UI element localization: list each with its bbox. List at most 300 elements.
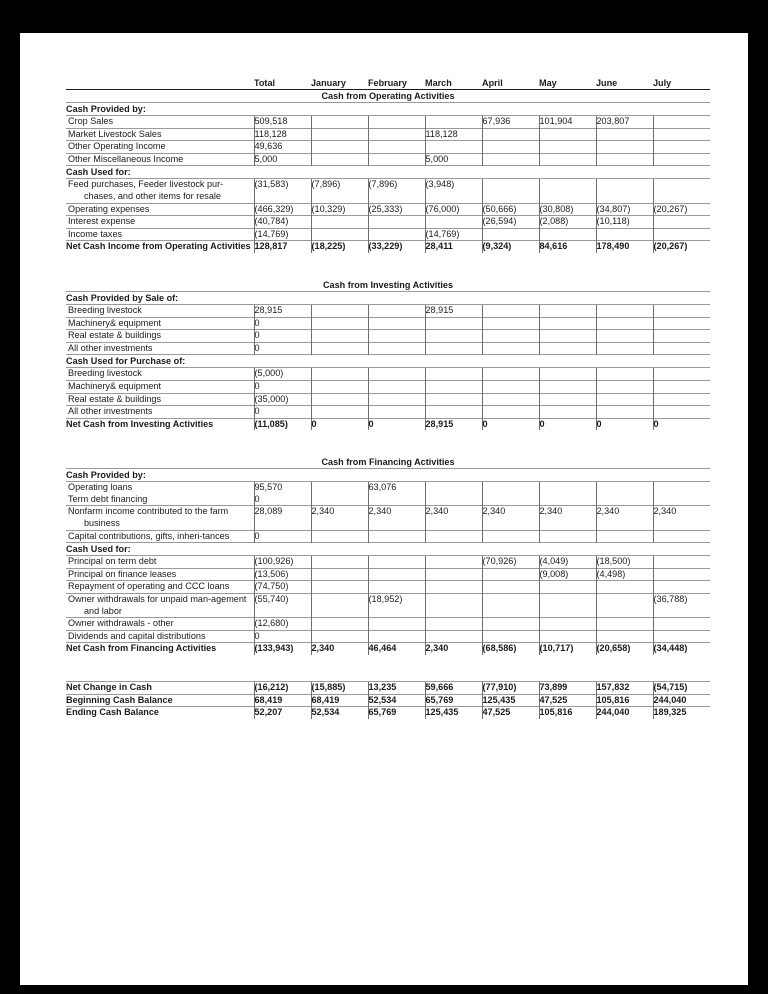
cell-value: 67,936 bbox=[482, 116, 539, 129]
cell-value bbox=[596, 406, 653, 419]
cell-value: (15,885) bbox=[311, 682, 368, 695]
cell-value: 244,040 bbox=[653, 694, 710, 707]
cell-value: (76,000) bbox=[425, 203, 482, 216]
spacer bbox=[66, 430, 710, 456]
cell-value bbox=[596, 530, 653, 543]
cell-value bbox=[596, 153, 653, 166]
cell-value bbox=[311, 494, 368, 506]
table-row bbox=[66, 179, 710, 203]
cell-value bbox=[653, 342, 710, 355]
cell-value bbox=[539, 494, 596, 506]
row-label: Real estate & buildings bbox=[66, 393, 254, 406]
table-row bbox=[66, 530, 710, 543]
cell-value bbox=[596, 581, 653, 594]
cell-value bbox=[311, 568, 368, 581]
cell-value: 0 bbox=[254, 380, 311, 393]
cell-value bbox=[653, 618, 710, 631]
cell-value bbox=[482, 368, 539, 381]
cell-value bbox=[596, 228, 653, 241]
cell-value: 2,340 bbox=[539, 506, 596, 530]
cell-value bbox=[425, 342, 482, 355]
cell-value bbox=[311, 330, 368, 343]
cell-value bbox=[482, 406, 539, 419]
cell-value: 65,769 bbox=[368, 707, 425, 719]
cell-value bbox=[368, 380, 425, 393]
cell-value bbox=[539, 342, 596, 355]
column-header: Total bbox=[254, 78, 276, 88]
cell-value bbox=[596, 304, 653, 317]
cell-value bbox=[482, 141, 539, 154]
row-label: Dividends and capital distributions bbox=[66, 630, 254, 643]
cell-value bbox=[653, 116, 710, 129]
cell-value bbox=[653, 128, 710, 141]
column-header: May bbox=[539, 78, 557, 88]
table-row bbox=[66, 682, 710, 695]
table-row bbox=[66, 494, 710, 506]
cell-value bbox=[482, 494, 539, 506]
cell-value: 2,340 bbox=[425, 506, 482, 530]
cell-value: 0 bbox=[596, 418, 653, 430]
cell-value: 49,636 bbox=[254, 141, 311, 154]
cell-value: 0 bbox=[653, 418, 710, 430]
cell-value bbox=[539, 393, 596, 406]
cell-value: (30,808) bbox=[539, 203, 596, 216]
cell-value bbox=[311, 581, 368, 594]
cell-value: (18,225) bbox=[311, 241, 368, 253]
cell-value bbox=[539, 406, 596, 419]
group-heading: Cash Used for Purchase of: bbox=[66, 355, 710, 368]
column-header: March bbox=[425, 78, 452, 88]
cell-value bbox=[539, 153, 596, 166]
row-label: Principal on finance leases bbox=[66, 568, 254, 581]
table-row bbox=[66, 216, 710, 229]
table-row bbox=[66, 406, 710, 419]
cell-value: 0 bbox=[254, 317, 311, 330]
cell-value bbox=[368, 393, 425, 406]
cell-value: (34,807) bbox=[596, 203, 653, 216]
cell-value bbox=[539, 228, 596, 241]
cell-value bbox=[653, 581, 710, 594]
row-label: Market Livestock Sales bbox=[66, 128, 254, 141]
cell-value bbox=[311, 228, 368, 241]
table-row bbox=[66, 141, 710, 154]
cell-value bbox=[596, 342, 653, 355]
cell-value: 28,411 bbox=[425, 241, 482, 253]
group-heading: Cash Provided by: bbox=[66, 103, 710, 116]
cell-value bbox=[425, 556, 482, 569]
table-row bbox=[66, 581, 710, 594]
cell-value bbox=[368, 581, 425, 594]
cell-value: (70,926) bbox=[482, 556, 539, 569]
cell-value: 125,435 bbox=[425, 707, 482, 719]
cell-value bbox=[539, 141, 596, 154]
cell-value bbox=[596, 141, 653, 154]
cell-value bbox=[425, 581, 482, 594]
cell-value bbox=[482, 153, 539, 166]
cell-value: 0 bbox=[254, 406, 311, 419]
cell-value bbox=[311, 317, 368, 330]
cell-value: 65,769 bbox=[425, 694, 482, 707]
cell-value bbox=[482, 228, 539, 241]
table-row bbox=[66, 153, 710, 166]
row-label: Breeding livestock bbox=[66, 304, 254, 317]
cell-value: (18,952) bbox=[368, 594, 425, 618]
cell-value bbox=[596, 594, 653, 618]
cell-value bbox=[311, 594, 368, 618]
column-header: June bbox=[596, 78, 618, 88]
cell-value: 189,325 bbox=[653, 707, 710, 719]
section-title: Cash from Operating Activities bbox=[66, 90, 710, 103]
cell-value: 105,816 bbox=[539, 707, 596, 719]
cell-value: (77,910) bbox=[482, 682, 539, 695]
cell-value: 28,915 bbox=[425, 418, 482, 430]
cell-value: 95,570 bbox=[254, 482, 311, 494]
column-header-row bbox=[66, 77, 710, 90]
table-row bbox=[66, 482, 710, 494]
cell-value: 0 bbox=[254, 630, 311, 643]
cell-value bbox=[596, 393, 653, 406]
cell-value bbox=[425, 568, 482, 581]
column-header: July bbox=[653, 78, 672, 88]
cell-value bbox=[425, 330, 482, 343]
cell-value bbox=[425, 116, 482, 129]
cell-value bbox=[368, 494, 425, 506]
cell-value bbox=[653, 228, 710, 241]
cell-value: 47,525 bbox=[539, 694, 596, 707]
cell-value: (100,926) bbox=[254, 556, 311, 569]
table-row bbox=[66, 694, 710, 707]
table-row bbox=[66, 568, 710, 581]
cell-value bbox=[368, 141, 425, 154]
row-label: Operating expenses bbox=[66, 203, 254, 216]
cell-value bbox=[425, 494, 482, 506]
cell-value: 2,340 bbox=[368, 506, 425, 530]
cell-value bbox=[482, 581, 539, 594]
table-row bbox=[66, 116, 710, 129]
table-row bbox=[66, 618, 710, 631]
cell-value bbox=[539, 581, 596, 594]
cell-value: 101,904 bbox=[539, 116, 596, 129]
cell-value bbox=[368, 128, 425, 141]
cell-value: (50,666) bbox=[482, 203, 539, 216]
row-label: Crop Sales bbox=[66, 116, 254, 129]
group-heading-row bbox=[66, 469, 710, 482]
row-label: Net Cash from Financing Activities bbox=[66, 643, 254, 655]
cell-value bbox=[482, 530, 539, 543]
cell-value bbox=[482, 380, 539, 393]
cell-value bbox=[368, 342, 425, 355]
cell-value bbox=[596, 482, 653, 494]
cell-value: (10,717) bbox=[539, 643, 596, 655]
cell-value bbox=[368, 116, 425, 129]
cell-value: (3,948) bbox=[425, 179, 482, 203]
cell-value: 2,340 bbox=[311, 643, 368, 655]
row-label: Beginning Cash Balance bbox=[66, 694, 254, 707]
cell-value: 203,807 bbox=[596, 116, 653, 129]
cell-value: (13,506) bbox=[254, 568, 311, 581]
cell-value bbox=[596, 179, 653, 203]
cell-value bbox=[311, 216, 368, 229]
cell-value: (20,267) bbox=[653, 203, 710, 216]
cell-value bbox=[653, 406, 710, 419]
row-label: Term debt financing bbox=[68, 493, 148, 504]
cell-value: 84,616 bbox=[539, 241, 596, 253]
cell-value: 73,899 bbox=[539, 682, 596, 695]
table-row bbox=[66, 228, 710, 241]
cell-value: 68,419 bbox=[254, 694, 311, 707]
cell-value: (10,118) bbox=[596, 216, 653, 229]
section-title-row bbox=[66, 456, 710, 469]
cell-value: 52,207 bbox=[254, 707, 311, 719]
table-body bbox=[66, 77, 710, 719]
cell-value bbox=[482, 128, 539, 141]
row-label: Capital contributions, gifts, inheri-tances bbox=[66, 530, 254, 543]
cell-value: 2,340 bbox=[596, 506, 653, 530]
cell-value bbox=[425, 406, 482, 419]
cell-value bbox=[425, 393, 482, 406]
cell-value: (26,594) bbox=[482, 216, 539, 229]
row-label: Feed purchases, Feeder livestock pur-chases, and other items for resale bbox=[66, 179, 254, 203]
table-row bbox=[66, 418, 710, 430]
cell-value bbox=[482, 594, 539, 618]
cell-value bbox=[368, 330, 425, 343]
group-heading-row bbox=[66, 103, 710, 116]
cell-value bbox=[311, 116, 368, 129]
cell-value bbox=[311, 630, 368, 643]
cell-value bbox=[368, 228, 425, 241]
row-label: Machinery& equipment bbox=[66, 317, 254, 330]
table-row bbox=[66, 368, 710, 381]
cell-value bbox=[539, 630, 596, 643]
cell-value: 47,525 bbox=[482, 707, 539, 719]
cell-value bbox=[311, 128, 368, 141]
spacer bbox=[66, 655, 710, 682]
cell-value bbox=[425, 141, 482, 154]
cell-value bbox=[596, 380, 653, 393]
section-title-row bbox=[66, 279, 710, 292]
cell-value bbox=[368, 618, 425, 631]
cell-value bbox=[368, 556, 425, 569]
row-label: Repayment of operating and CCC loans bbox=[66, 581, 254, 594]
table-row bbox=[66, 630, 710, 643]
cell-value: (4,049) bbox=[539, 556, 596, 569]
row-label: Real estate & buildings bbox=[66, 330, 254, 343]
cell-value: (55,740) bbox=[254, 594, 311, 618]
cell-value bbox=[653, 368, 710, 381]
cell-value bbox=[539, 128, 596, 141]
cell-value bbox=[653, 393, 710, 406]
cell-value bbox=[368, 153, 425, 166]
cell-value: 5,000 bbox=[425, 153, 482, 166]
cell-value bbox=[482, 342, 539, 355]
cell-value bbox=[539, 317, 596, 330]
cell-value bbox=[311, 342, 368, 355]
group-heading: Cash Provided by Sale of: bbox=[66, 291, 710, 304]
row-label: All other investments bbox=[66, 342, 254, 355]
cell-value bbox=[425, 630, 482, 643]
cell-value: (133,943) bbox=[254, 643, 311, 655]
row-label: Other Operating Income bbox=[66, 141, 254, 154]
cell-value: (14,769) bbox=[254, 228, 311, 241]
cell-value bbox=[539, 304, 596, 317]
cell-value bbox=[311, 618, 368, 631]
table-row bbox=[66, 330, 710, 343]
table-row bbox=[66, 707, 710, 719]
cell-value: (35,000) bbox=[254, 393, 311, 406]
cell-value bbox=[482, 393, 539, 406]
column-header: February bbox=[368, 78, 407, 88]
cell-value bbox=[368, 317, 425, 330]
table-row bbox=[66, 594, 710, 618]
cell-value bbox=[482, 330, 539, 343]
spacer bbox=[66, 253, 710, 279]
cell-value: 63,076 bbox=[368, 482, 425, 494]
cell-value: (9,008) bbox=[539, 568, 596, 581]
table-row bbox=[66, 393, 710, 406]
cell-value bbox=[425, 482, 482, 494]
section-title: Cash from Investing Activities bbox=[322, 279, 454, 290]
cell-value bbox=[425, 317, 482, 330]
row-label: Owner withdrawals - other bbox=[66, 618, 254, 631]
cell-value: (14,769) bbox=[425, 228, 482, 241]
cell-value: 52,534 bbox=[368, 694, 425, 707]
row-label: Other Miscellaneous Income bbox=[66, 153, 254, 166]
cell-value bbox=[311, 380, 368, 393]
cell-value: (466,329) bbox=[254, 203, 311, 216]
group-heading-row bbox=[66, 291, 710, 304]
cell-value bbox=[425, 594, 482, 618]
group-heading: Cash Used for: bbox=[66, 543, 710, 556]
cell-value: 28,089 bbox=[254, 506, 311, 530]
row-label: All other investments bbox=[66, 406, 254, 419]
group-heading-row bbox=[66, 543, 710, 556]
cell-value bbox=[539, 179, 596, 203]
cell-value: (40,784) bbox=[254, 216, 311, 229]
cell-value bbox=[368, 568, 425, 581]
cell-value: 509,518 bbox=[254, 116, 311, 129]
table-row bbox=[66, 643, 710, 655]
cell-value bbox=[482, 618, 539, 631]
cash-flow-statement bbox=[66, 77, 710, 719]
spacer-row bbox=[66, 430, 710, 456]
cell-value bbox=[482, 630, 539, 643]
cell-value bbox=[653, 556, 710, 569]
cell-value: (4,498) bbox=[596, 568, 653, 581]
row-label: Machinery& equipment bbox=[66, 380, 254, 393]
cell-value: (5,000) bbox=[254, 368, 311, 381]
column-header: January bbox=[311, 78, 346, 88]
cell-value bbox=[368, 368, 425, 381]
cell-value bbox=[425, 530, 482, 543]
cell-value bbox=[539, 530, 596, 543]
row-label: Interest expense bbox=[66, 216, 254, 229]
row-label: Owner withdrawals for unpaid man-agement and labor bbox=[66, 594, 254, 618]
cell-value: 0 bbox=[311, 418, 368, 430]
cell-value bbox=[596, 494, 653, 506]
cell-value bbox=[596, 330, 653, 343]
cell-value bbox=[482, 179, 539, 203]
cell-value bbox=[425, 380, 482, 393]
group-heading: Cash Used for: bbox=[66, 166, 710, 179]
cell-value: 28,915 bbox=[254, 304, 311, 317]
cell-value bbox=[653, 216, 710, 229]
cell-value bbox=[653, 530, 710, 543]
table-row bbox=[66, 241, 710, 253]
cell-value: 2,340 bbox=[311, 506, 368, 530]
cell-value: 118,128 bbox=[254, 128, 311, 141]
cell-value bbox=[425, 216, 482, 229]
column-header: April bbox=[482, 78, 503, 88]
cell-value bbox=[368, 630, 425, 643]
group-heading-row bbox=[66, 355, 710, 368]
cell-value bbox=[311, 368, 368, 381]
cell-value: 68,419 bbox=[311, 694, 368, 707]
cell-value: (25,333) bbox=[368, 203, 425, 216]
cell-value bbox=[653, 179, 710, 203]
cell-value: 0 bbox=[254, 330, 311, 343]
document-page bbox=[20, 33, 748, 985]
table-row bbox=[66, 342, 710, 355]
cell-value: 125,435 bbox=[482, 694, 539, 707]
cell-value: 118,128 bbox=[425, 128, 482, 141]
cell-value bbox=[539, 368, 596, 381]
cell-value bbox=[311, 482, 368, 494]
cell-value bbox=[311, 530, 368, 543]
group-heading-row bbox=[66, 166, 710, 179]
table-row bbox=[66, 317, 710, 330]
cell-value bbox=[653, 568, 710, 581]
column-header bbox=[66, 77, 254, 90]
cell-value: 46,464 bbox=[368, 643, 425, 655]
cell-value: (9,324) bbox=[482, 241, 539, 253]
table-row bbox=[66, 380, 710, 393]
cell-value bbox=[368, 304, 425, 317]
cell-value: 28,915 bbox=[425, 304, 482, 317]
cell-value bbox=[539, 380, 596, 393]
cell-value: 105,816 bbox=[596, 694, 653, 707]
cell-value bbox=[311, 406, 368, 419]
cell-value: (11,085) bbox=[254, 418, 311, 430]
row-label: Net Change in Cash bbox=[66, 682, 254, 695]
cell-value bbox=[539, 482, 596, 494]
table-row bbox=[66, 203, 710, 216]
group-heading: Cash Provided by: bbox=[66, 469, 710, 482]
cell-value: (12,680) bbox=[254, 618, 311, 631]
cell-value bbox=[368, 406, 425, 419]
cell-value bbox=[653, 141, 710, 154]
cell-value bbox=[653, 482, 710, 494]
cell-value bbox=[311, 304, 368, 317]
cell-value bbox=[368, 530, 425, 543]
cell-value: 2,340 bbox=[653, 506, 710, 530]
cell-value bbox=[425, 368, 482, 381]
cell-value: (7,896) bbox=[311, 179, 368, 203]
cash-flow-table bbox=[66, 77, 710, 719]
cell-value bbox=[539, 594, 596, 618]
row-label: Breeding livestock bbox=[66, 368, 254, 381]
row-label: Operating loans bbox=[66, 482, 254, 494]
cell-value bbox=[368, 216, 425, 229]
cell-value: 128,817 bbox=[254, 241, 311, 253]
row-label: Net Cash Income from Operating Activities bbox=[66, 241, 254, 253]
row-label: Income taxes bbox=[66, 228, 254, 241]
cell-value bbox=[653, 380, 710, 393]
cell-value bbox=[539, 618, 596, 631]
cell-value bbox=[539, 330, 596, 343]
spacer-row bbox=[66, 655, 710, 682]
cell-value: 0 bbox=[254, 530, 311, 543]
cell-value: (34,448) bbox=[653, 643, 710, 655]
